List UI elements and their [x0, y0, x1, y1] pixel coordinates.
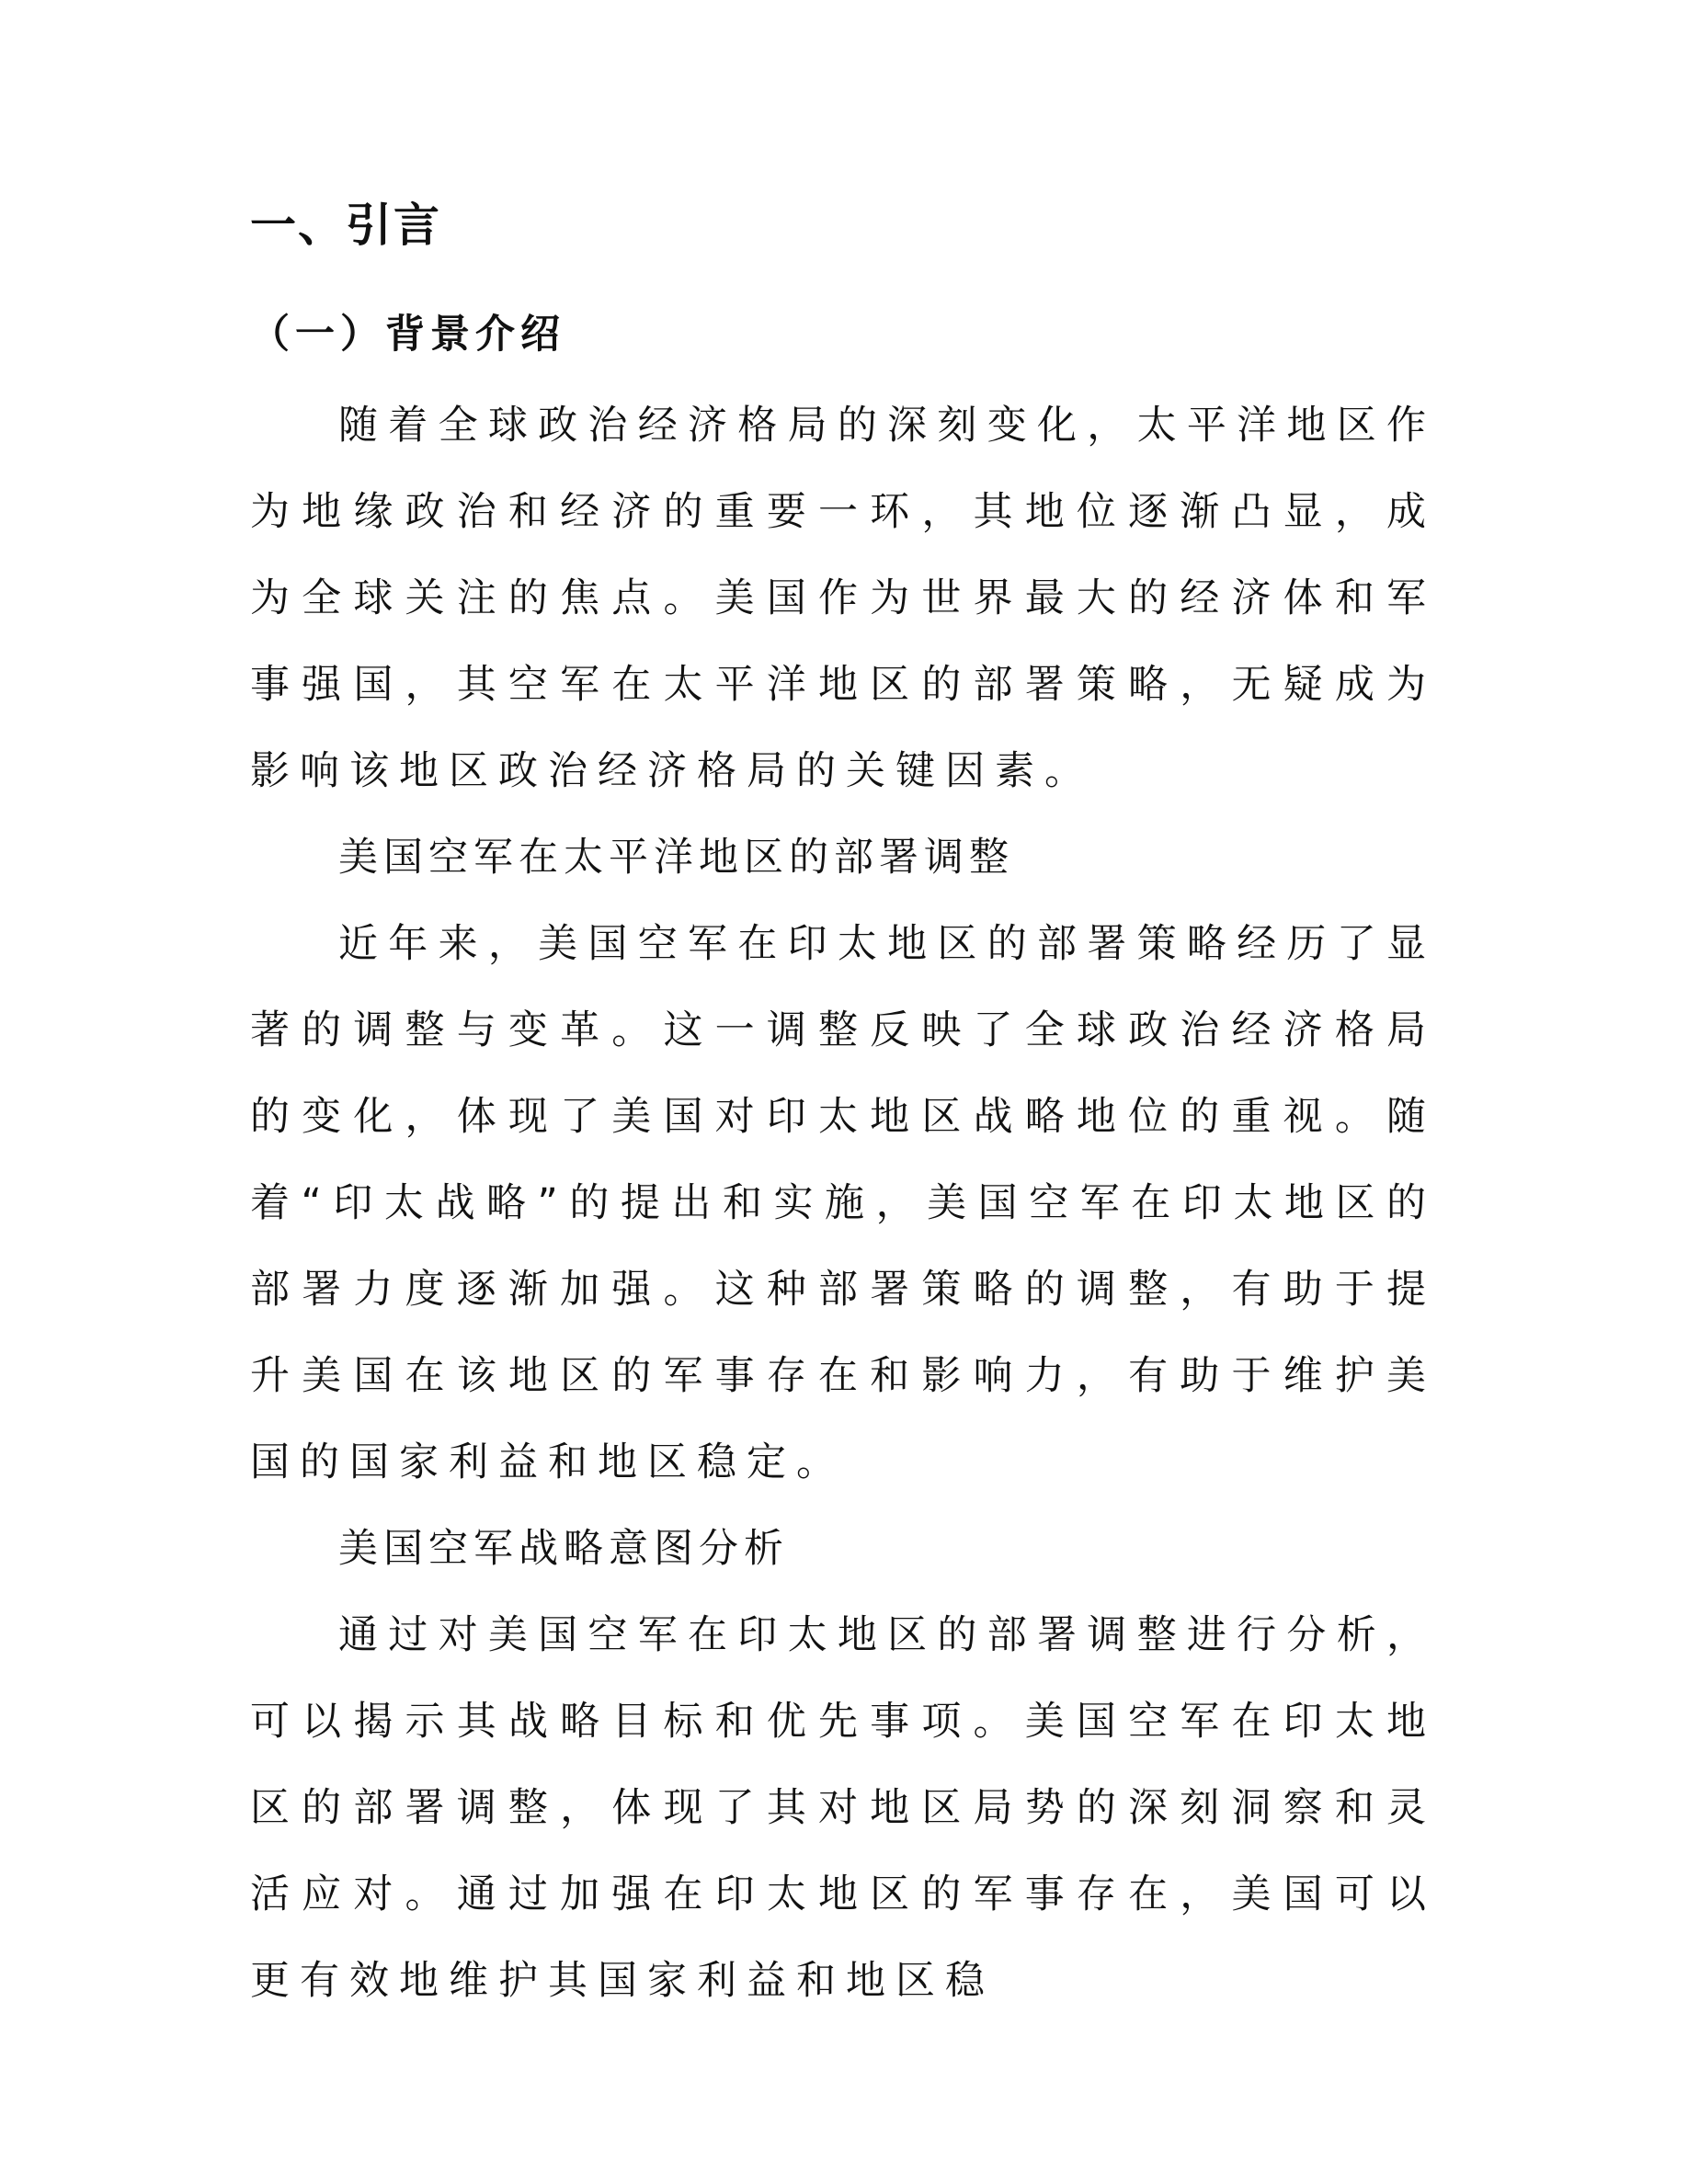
subheading-strategic-intent: 美国空军战略意图分析 — [338, 1526, 789, 1572]
section-title: （一）背景介绍 — [250, 312, 565, 358]
document-body — [250, 193, 1436, 2024]
subheading-deployment-adjustment: 美国空军在太平洋地区的部署调整 — [338, 835, 1014, 881]
chapter-heading: 一、引言 — [250, 199, 441, 252]
paragraph-strategic-intent: 通过对美国空军在印太地区的部署调整进行分析，可以揭示其战略目标和优先事项。美国空军在印太地区的部署调整，体现了其对地区局势的深刻洞察和灵活应对。通过加强在印太地区的军事存在，美国可以更有效地维护其国家利益和地区稳 — [250, 1612, 1436, 2004]
paragraph-background: 随着全球政治经济格局的深刻变化，太平洋地区作为地缘政治和经济的重要一环，其地位逐渐凸显，成为全球关注的焦点。美国作为世界最大的经济体和军事强国，其空军在太平洋地区的部署策略，无疑成为影响该地区政治经济格局的关键因素。 — [250, 403, 1436, 794]
paragraph-deployment: 近年来，美国空军在印太地区的部署策略经历了显著的调整与变革。这一调整反映了全球政治经济格局的变化，体现了美国对印太地区战略地位的重视。随着“印太战略”的提出和实施，美国空军在印太地区的部署力度逐渐加强。这种部署策略的调整，有助于提升美国在该地区的军事存在和影响力，有助于维护美国的国家利益和地区稳定。 — [250, 921, 1436, 1485]
